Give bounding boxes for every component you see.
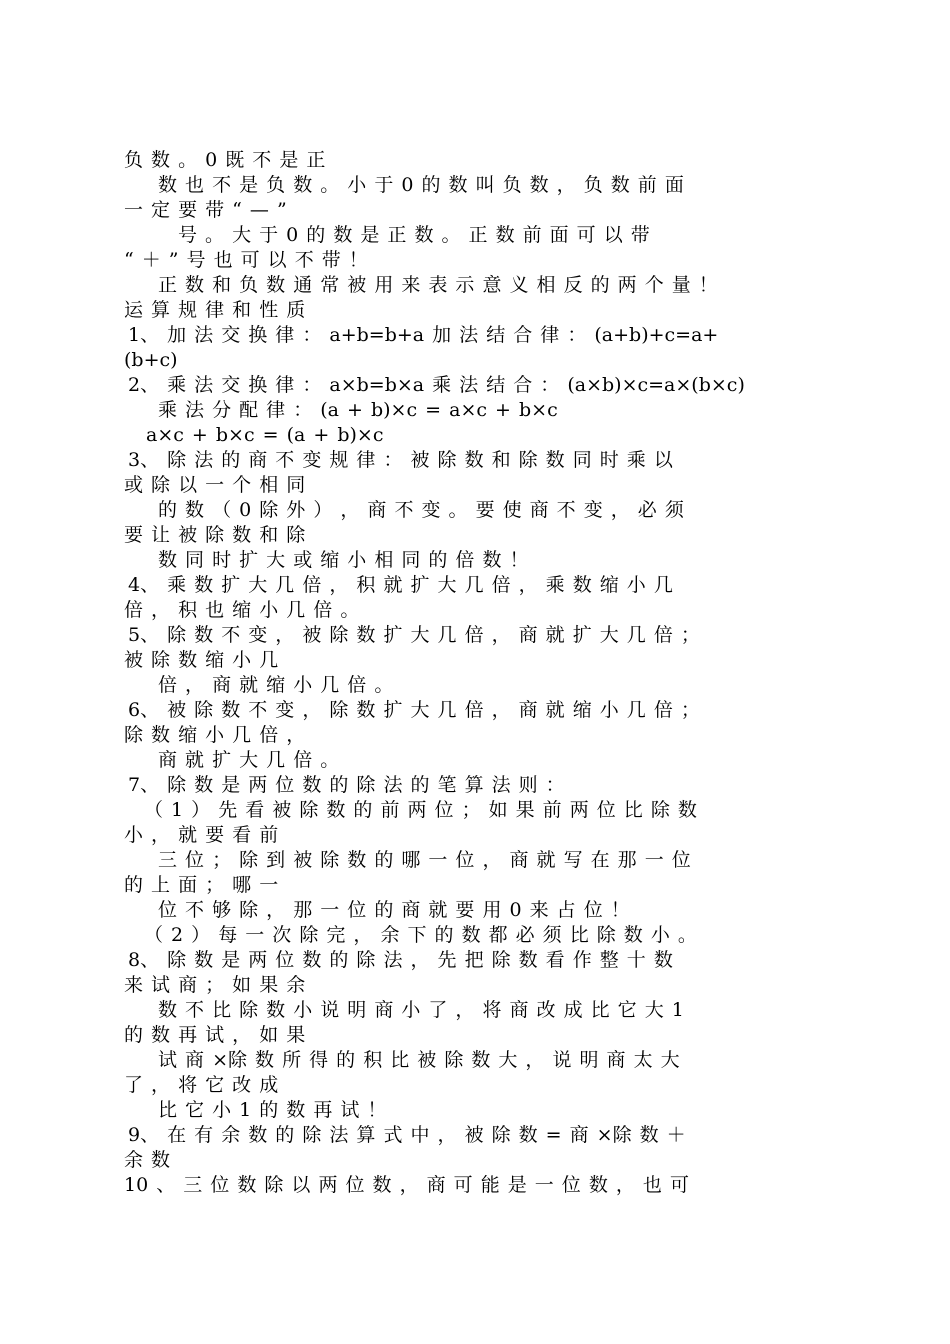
text-line: 乘 法 分 配 律 ： (a + b)×c = a×c + b×c [158,399,558,421]
rule-item: 3、 除 法 的 商 不 变 规 律 ： 被 除 数 和 除 数 同 时 乘 以 [128,449,673,471]
text-line: 倍 ， 商 就 缩 小 几 倍 。 [158,674,394,696]
document-page [124,148,844,1198]
text-line: 的 数 （ 0 除 外 ） ， 商 不 变 。 要 使 商 不 变 ， 必 须 [158,499,684,521]
rule-item: 4、 乘 数 扩 大 几 倍 ， 积 就 扩 大 几 倍 ， 乘 数 缩 小 几 [128,574,673,596]
text-line: 要 让 被 除 数 和 除 [124,524,306,546]
text-line: 被 除 数 缩 小 几 [124,649,279,671]
rule-item: 1、 加 法 交 换 律 ： a+b=b+a 加 法 结 合 律 ： (a+b)+c=a+ [128,324,719,346]
section-heading: 运 算 规 律 和 性 质 [124,299,306,321]
sub-item: （ 2 ） 每 一 次 除 完 ， 余 下 的 数 都 必 须 比 除 数 小 。 [144,924,697,946]
text-line: 小 ， 就 要 看 前 [124,824,279,846]
text-line: 余 数 [124,1149,171,1171]
text-line: 位 不 够 除 ， 那 一 位 的 商 就 要 用 0 来 占 位 ！ [158,899,630,921]
rule-item: 9、 在 有 余 数 的 除 法 算 式 中 ， 被 除 数 = 商 ×除 数 ＋ [128,1124,686,1146]
text-line: (b+c) [124,349,178,371]
sub-item: （ 1 ） 先 看 被 除 数 的 前 两 位 ； 如 果 前 两 位 比 除 数 [144,799,697,821]
rule-item: 7、 除 数 是 两 位 数 的 除 法 的 笔 算 法 则 ： [128,774,565,796]
text-line: 除 数 缩 小 几 倍 ， [124,724,306,746]
rule-item: 2、 乘 法 交 换 律 ： a×b=b×a 乘 法 结 合 ： (a×b)×c=a×(b×c) [128,374,745,396]
text-line: 来 试 商 ； 如 果 余 [124,974,306,996]
text-line: 数 不 比 除 数 小 说 明 商 小 了 ， 将 商 改 成 比 它 大 1 [158,999,684,1021]
text-line: 的 数 再 试 ， 如 果 [124,1024,306,1046]
text-line: 的 上 面 ； 哪 一 [124,874,279,896]
text-line: 负 数 。 0 既 不 是 正 [124,149,326,171]
text-line: 数 同 时 扩 大 或 缩 小 相 同 的 倍 数 ！ [158,549,529,571]
text-line: 三 位 ； 除 到 被 除 数 的 哪 一 位 ， 商 就 写 在 那 一 位 [158,849,691,871]
text-line: 商 就 扩 大 几 倍 。 [158,749,340,771]
text-line: 正 数 和 负 数 通 常 被 用 来 表 示 意 义 相 反 的 两 个 量 ！ [158,274,718,296]
rule-item: 6、 被 除 数 不 变 ， 除 数 扩 大 几 倍 ， 商 就 缩 小 几 倍 ； [128,699,700,721]
rule-item: 8、 除 数 是 两 位 数 的 除 法 ， 先 把 除 数 看 作 整 十 数 [128,949,673,971]
rule-item: 10 、 三 位 数 除 以 两 位 数 ， 商 可 能 是 一 位 数 ， 也 可 [124,1174,689,1196]
rule-item: 5、 除 数 不 变 ， 被 除 数 扩 大 几 倍 ， 商 就 扩 大 几 倍 ； [128,624,700,646]
text-line: 倍 ， 积 也 缩 小 几 倍 。 [124,599,360,621]
formula-line: a×c + b×c = (a + b)×c [146,424,384,446]
text-line: 或 除 以 一 个 相 同 [124,474,306,496]
text-line: 一 定 要 带 “ — ” [124,199,287,221]
text-line: 号 。 大 于 0 的 数 是 正 数 。 正 数 前 面 可 以 带 [178,224,650,246]
text-line: “ ＋ ” 号 也 可 以 不 带 ！ [124,249,368,271]
text-line: 了 ， 将 它 改 成 [124,1074,279,1096]
text-line: 比 它 小 1 的 数 再 试 ！ [158,1099,387,1121]
text-line: 试 商 ×除 数 所 得 的 积 比 被 除 数 大 ， 说 明 商 太 大 [158,1049,680,1071]
text-line: 数 也 不 是 负 数 。 小 于 0 的 数 叫 负 数 ， 负 数 前 面 [158,174,684,196]
